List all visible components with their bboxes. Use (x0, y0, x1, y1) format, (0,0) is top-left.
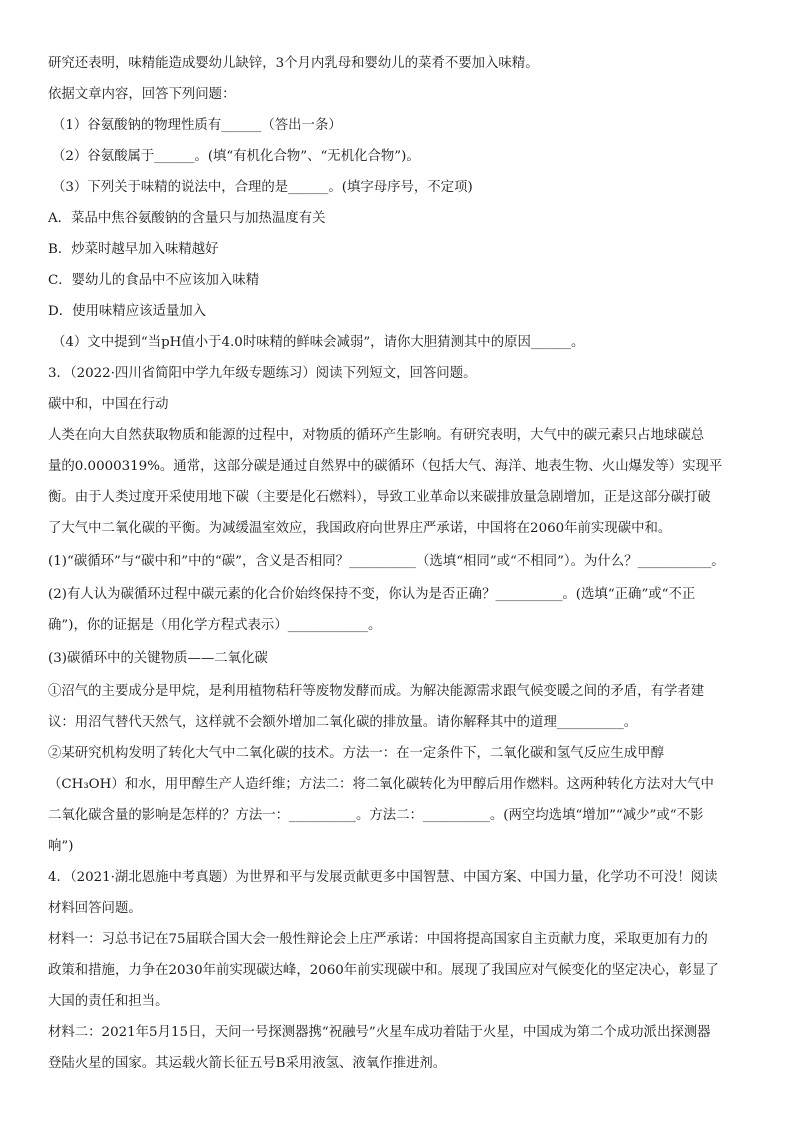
option-d: D．使用味精应该适量加入 (48, 304, 207, 319)
material-1: 材料一：习总书记在75届联合国大会一般性辩论会上庄严承诺：中国将提高国家自主贡献力度，采取更加有力的 (48, 932, 708, 947)
text-line: 材料回答问题。 (48, 901, 142, 916)
question-2: （2）谷氨酸属于______。(填“有机化合物”、“无机化合物”)。 (52, 149, 420, 164)
question-1: （1）谷氨酸钠的物理性质有______（答出一条） (52, 118, 342, 133)
text-line: 政策和措施，力争在2030年前实现碳达峰，2060年前实现碳中和。展现了我国应对气候变化的坚定决心，彰显了 (48, 963, 719, 978)
question-3: （3）下列关于味精的说法中，合理的是______。(填字母序号，不定项) (52, 180, 473, 195)
option-b: B．炒菜时越早加入味精越好 (48, 242, 219, 257)
question-4: （4）文中提到“当pH值小于4.0时味精的鲜味会减弱”，请你大胆猜测其中的原因______。 (52, 335, 585, 350)
text-line: 二氧化碳含量的影响是怎样的？方法一：__________。方法二：__________。(两空均选填“增加”“减少”或“不影 (48, 808, 704, 823)
text-line: 响”) (48, 839, 74, 854)
text-line: 量的0.0000319%。通常，这部分碳是通过自然界中的碳循环（包括大气、海洋、地表生物、火山爆发等）实现平 (48, 459, 723, 474)
problem-4-header: 4．（2021·湖北恩施中考真题）为世界和平与发展贡献更多中国智慧、中国方案、中国力量，化学功不可没！阅读 (48, 870, 718, 885)
article-title: 碳中和，中国在行动 (48, 397, 169, 412)
text-line: 确”)，你的证据是（用化学方程式表示）____________。 (48, 618, 382, 633)
text-line: 依据文章内容，回答下列问题： (48, 87, 236, 102)
text-line: 研究还表明，味精能造成婴幼儿缺锌，3个月内乳母和婴幼儿的菜肴不要加入味精。 (48, 56, 539, 71)
sub-question-2: ②某研究机构发明了转化大气中二氧化碳的技术。方法一：在一定条件下，二氧化碳和氢气反应生成甲醇 (48, 746, 664, 761)
text-line: （CH₃OH）和水，用甲醇生产人造纤维；方法二：将二氧化碳转化为甲醇后用作燃料。这两种转化方法对大气中 (48, 777, 714, 792)
text-line: 议：用沼气替代天然气，这样就不会额外增加二氧化碳的排放量。请你解释其中的道理__________。 (48, 715, 638, 730)
option-a: A．菜品中焦谷氨酸钠的含量只与加热温度有关 (48, 211, 326, 226)
text-line: 了大气中二氧化碳的平衡。为减缓温室效应，我国政府向世界庄严承诺，中国将在2060年前实现碳中和。 (48, 521, 672, 536)
sub-question-1: ①沼气的主要成分是甲烷，是利用植物秸秆等废物发酵而成。为解决能源需求跟气候变暖之间的矛盾，有学者建 (48, 684, 705, 699)
problem-3-header: 3．（2022·四川省简阳中学九年级专题练习）阅读下列短文，回答问题。 (48, 366, 477, 381)
question-3-2: (2)有人认为碳循环过程中碳元素的化合价始终保持不变，你认为是否正确？__________。(选填“正确”或“不正 (48, 587, 696, 602)
text-line: 大国的责任和担当。 (48, 994, 169, 1009)
text-line: 登陆火星的国家。其运载火箭长征五号B采用液氢、液氧作推进剂。 (48, 1056, 447, 1071)
material-2: 材料二：2021年5月15日，天问一号探测器携“祝融号”火星车成功着陆于火星，中国成为第二个成功派出探测器 (48, 1025, 711, 1040)
text-line: 人类在向大自然获取物质和能源的过程中，对物质的循环产生影响。有研究表明，大气中的碳元素只占地球碳总 (48, 428, 705, 443)
text-line: 衡。由于人类过度开采使用地下碳（主要是化石燃料），导致工业革命以来碳排放量急剧增加，正是这部分碳打破 (48, 490, 711, 505)
question-3-1: (1)“碳循环”与“碳中和”中的“碳”，含义是否相同？__________（选填“相同”或“不相同”）。为什么？___________。 (48, 554, 725, 569)
question-3-3: (3)碳循环中的关键物质——二氧化碳 (48, 651, 268, 666)
option-c: C．婴幼儿的食品中不应该加入味精 (48, 273, 260, 288)
